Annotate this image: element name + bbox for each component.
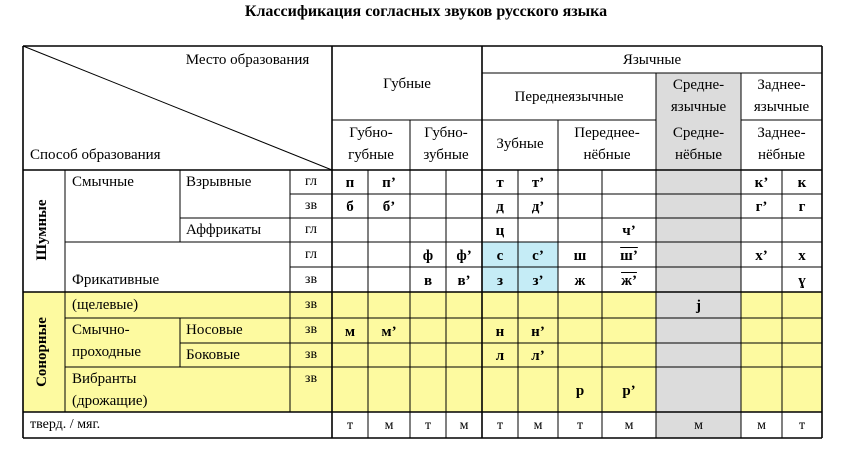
- consonant-cell: б’: [382, 199, 396, 215]
- postpalatal-header: Заднее-: [757, 125, 806, 141]
- consonant-cell: ж’: [621, 273, 637, 289]
- mediopalatal-header: нёбные: [674, 147, 723, 163]
- anterior-lingual-header: Переднеязычные: [514, 89, 624, 105]
- bilabial-header: Губно-: [349, 125, 393, 141]
- slit-label: (щелевые): [72, 297, 139, 313]
- consonant-cell: р: [575, 383, 585, 399]
- consonant-cell: к: [797, 175, 807, 191]
- affricate-label: Аффрикаты: [186, 222, 262, 238]
- manner-of-articulation-label: Способ образования: [30, 147, 161, 163]
- hard-soft-label: тверд. / мяг.: [30, 417, 101, 432]
- consonant-cell: б: [346, 199, 354, 215]
- hard-soft-value: т: [798, 418, 806, 433]
- voicing-label: зв: [304, 297, 318, 312]
- consonant-cell: р’: [622, 383, 636, 399]
- consonant-cell: г: [798, 199, 806, 215]
- mediolingual-header: Средне-: [672, 77, 725, 93]
- consonant-cell: ц: [495, 223, 505, 239]
- consonant-cell: н: [495, 324, 505, 340]
- trill-label: Вибранты: [72, 371, 137, 387]
- consonant-cell: л’: [531, 348, 545, 364]
- consonant-cell: ш’: [620, 248, 638, 264]
- page-title: Классификация согласных звуков русского языка: [244, 3, 608, 20]
- voicing-label: гл: [304, 247, 318, 262]
- noisy-group-label: Шумные: [34, 199, 50, 261]
- consonant-cell: ф: [422, 248, 434, 264]
- consonant-cell: г’: [755, 199, 768, 215]
- consonant-cell: л: [495, 348, 505, 364]
- stop-passage-label: проходные: [72, 344, 142, 360]
- consonant-cell: в: [423, 273, 433, 289]
- lingual-header: Язычные: [622, 52, 682, 68]
- consonant-cell: м’: [381, 324, 397, 340]
- voicing-label: гл: [304, 222, 318, 237]
- consonant-cell: в’: [457, 273, 471, 289]
- hard-soft-value: м: [384, 418, 394, 433]
- consonant-cell: j: [696, 298, 701, 314]
- mediopalatal-header: Средне-: [672, 125, 725, 141]
- plosive-label: Взрывные: [186, 174, 252, 190]
- labiodental-header: зубные: [423, 147, 469, 163]
- voicing-label: зв: [304, 371, 318, 386]
- trill-label: (дрожащие): [72, 393, 148, 409]
- voicing-label: зв: [304, 347, 318, 362]
- nasal-label: Носовые: [186, 322, 243, 338]
- hard-soft-value: м: [533, 418, 543, 433]
- consonant-cell: т: [496, 175, 504, 191]
- hard-soft-value: т: [496, 418, 504, 433]
- consonant-cell: м: [344, 324, 356, 340]
- hard-soft-value: м: [459, 418, 469, 433]
- hard-soft-value: м: [624, 418, 634, 433]
- labiodental-header: Губно-: [424, 125, 468, 141]
- consonant-cell: д: [496, 199, 504, 215]
- consonant-cell: х’: [755, 248, 768, 264]
- hard-soft-value: т: [576, 418, 584, 433]
- place-of-articulation-label: Место образования: [185, 52, 310, 68]
- prepalatal-header: Переднее-: [574, 125, 640, 141]
- consonant-cell: ч’: [622, 223, 636, 239]
- postpalatal-header: нёбные: [757, 147, 806, 163]
- consonant-cell: п: [345, 175, 355, 191]
- hard-soft-value: м: [694, 418, 703, 433]
- hard-soft-value: м: [757, 418, 766, 433]
- mediolingual-header: язычные: [670, 99, 727, 115]
- consonant-cell: х: [798, 248, 806, 264]
- posterior-lingual-header: Заднее-: [757, 77, 806, 93]
- hard-soft-value: т: [346, 418, 354, 433]
- stop-passage-label: Смычно-: [72, 322, 130, 338]
- sonorant-group-label: Сонорные: [34, 317, 50, 387]
- consonant-cell: ж: [574, 273, 586, 289]
- stop-label: Смычные: [72, 174, 134, 190]
- voicing-label: зв: [304, 322, 318, 337]
- consonant-cell: н’: [531, 324, 545, 340]
- lateral-label: Боковые: [186, 347, 240, 363]
- voicing-label: гл: [304, 174, 318, 189]
- voicing-label: зв: [304, 272, 318, 287]
- prepalatal-header: нёбные: [583, 147, 631, 163]
- consonant-cell: ɣ: [798, 273, 806, 289]
- consonant-cell: с’: [532, 248, 544, 264]
- dental-header: Зубные: [496, 136, 544, 152]
- labial-header: Губные: [383, 76, 431, 92]
- consonant-cell: к’: [754, 175, 769, 191]
- consonant-cell: т’: [531, 175, 545, 191]
- hard-soft-value: т: [424, 418, 432, 433]
- consonant-cell: д’: [531, 199, 545, 215]
- consonant-cell: ф’: [456, 248, 472, 264]
- consonant-cell: ш: [573, 248, 587, 264]
- voicing-label: зв: [304, 198, 318, 213]
- consonant-cell: с: [496, 248, 504, 264]
- fricative-label: Фрикативные: [72, 272, 160, 288]
- consonant-cell: п’: [382, 175, 396, 191]
- consonant-cell: з: [496, 273, 504, 289]
- posterior-lingual-header: язычные: [753, 99, 810, 115]
- bilabial-header: губные: [348, 147, 394, 163]
- consonant-cell: з’: [532, 273, 544, 289]
